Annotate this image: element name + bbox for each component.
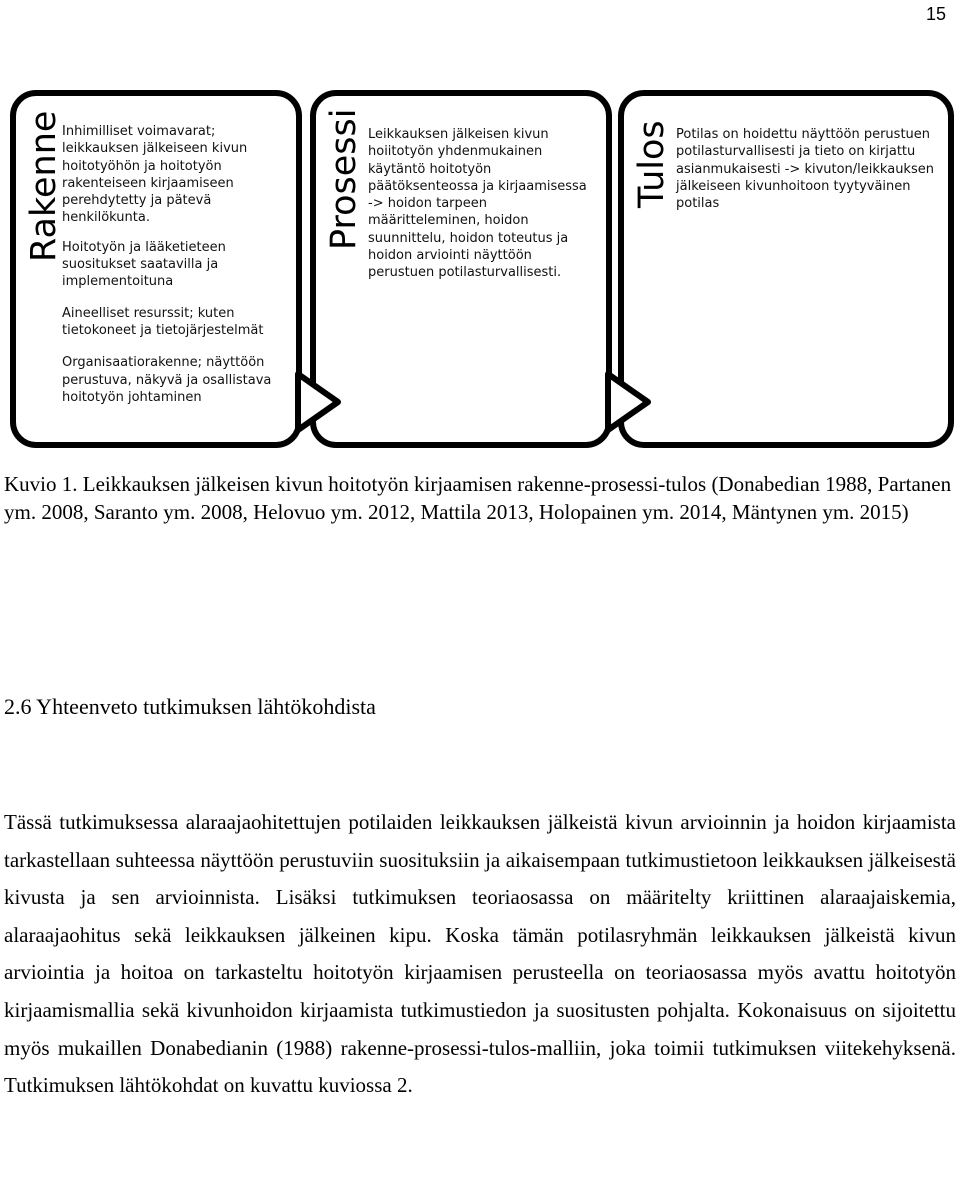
- structure-process-outcome-diagram: [0, 0, 960, 460]
- outcome-box-title: Tulos: [632, 120, 672, 208]
- figure-caption: Kuvio 1. Leikkauksen jälkeisen kivun hoitotyön kirjaamisen rakenne-prosessi-tulos (Donabedian 1988, Partanen ym. 2008, Saranto ym. 2008, Helovuo ym. 2012, Mattila 2013, Holopainen ym. 2014, Mäntynen ym. 2015): [4, 472, 952, 524]
- outcome-box: [618, 90, 954, 448]
- page-number: 15: [925, 4, 946, 24]
- structure-box: [10, 90, 302, 448]
- structure-box-text: [62, 123, 294, 406]
- outcome-box-text: [676, 126, 940, 212]
- process-box: [310, 90, 612, 448]
- arrow-right-icon: [294, 370, 344, 434]
- structure-box-title: Rakenne: [24, 110, 64, 262]
- structure-paragraph: Inhimilliset voimavarat; leikkauksen jälkeiseen kivun hoitotyöhön ja hoitotyön rakenteiseen kirjaamiseen perehdytetty ja pätevä henkilökunta.: [62, 124, 248, 226]
- section-heading: 2.6 Yhteenveto tutkimuksen lähtökohdista: [4, 694, 376, 719]
- body-paragraph: Tässä tutkimuksessa alaraajaohitettujen potilaiden leikkauksen jälkeistä kivun arvioinnin ja hoidon kirjaamista tarkastellaan suhteessa näyttöön perustuviin suosituksiin ja aikaisempaan tutkimustietoon leikkauksen jälkeisestä kivusta ja sen arvioinnista. Lisäksi tutkimuksen teoriaosassa on määritelty kriittinen alaraajaiskemia, alaraajaohitus sekä leikkauksen jälkeinen kipu. Koska tämän potilasryhmän leikkauksen jälkeistä kivun arviointia ja hoitoa on tarkasteltu hoitotyön kirjaamisen perusteella on teoriaosassa myös avattu hoitotyön kirjaamismallia sekä kivunhoidon kirjaamista tutkimustiedon ja suositusten pohjalta. Kokonaisuus on sijoitettu myös mukaillen Donabedianin (1988) rakenne-prosessi-tulos-malliin, joka toimii tutkimuksen viitekehyksenä. Tutkimuksen lähtökohdat on kuvattu kuviossa 2.: [4, 810, 956, 1098]
- outcome-paragraph: Potilas on hoidettu näyttöön perustuen potilasturvallisesti ja tieto on kirjattu asianmukaisesti -> kivuton/leikkauksen jälkeiseen kivunhoitoon tyytyväinen potilas: [676, 127, 934, 212]
- structure-paragraph: Hoitotyön ja lääketieteen suositukset saatavilla ja implementoituna: [62, 239, 226, 290]
- structure-paragraph: Organisaatiorakenne; näyttöön perustuva, näkyvä ja osallistava hoitotyön johtaminen: [62, 355, 272, 405]
- process-box-title: Prosessi: [324, 108, 364, 250]
- process-paragraph: Leikkauksen jälkeisen kivun hoiitotyön yhdenmukainen käytäntö hoitotyön päätöksenteossa ja kirjaamisessa -> hoidon tarpeen määritteleminen, hoidon suunnittelu, hoidon toteutus ja hoidon arviointi näyttöön perustuen potilasturvallisesti.: [368, 127, 587, 281]
- process-box-text: [368, 126, 594, 282]
- arrow-right-icon: [604, 370, 654, 434]
- structure-paragraph: Aineelliset resurssit; kuten tietokoneet ja tietojärjestelmät: [62, 305, 264, 338]
